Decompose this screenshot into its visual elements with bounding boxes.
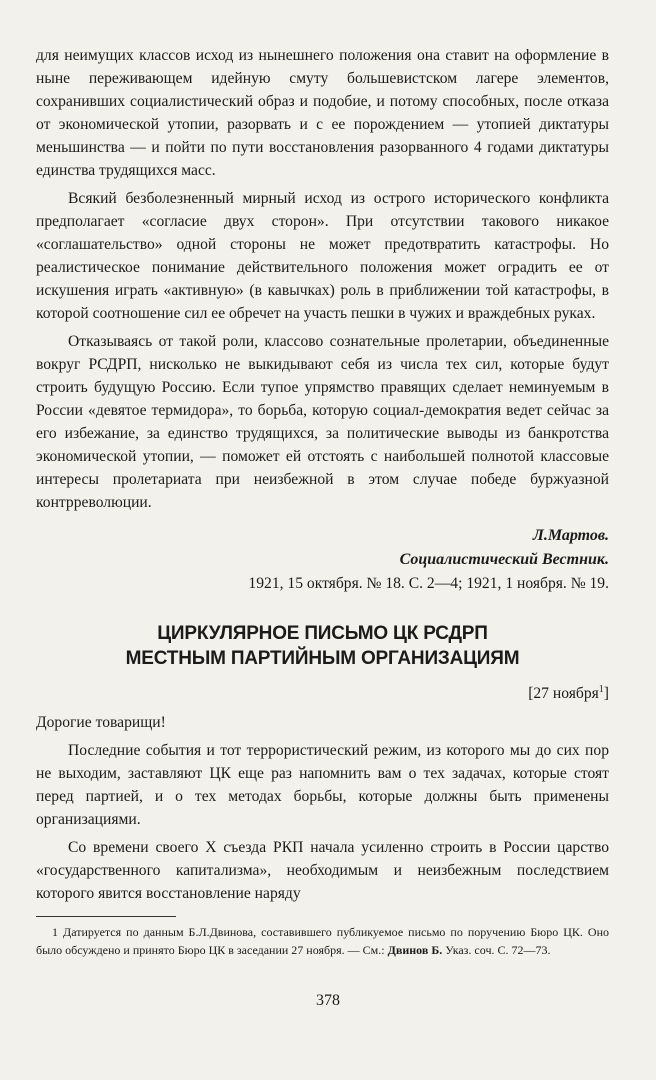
footnote-author-name: Двинов Б. [387,943,443,958]
paragraph-2: Всякий безболезненный мирный исход из острого исторического конфликта предполагает «согласие двух сторон». При отсутствии такового никакое «соглашательство» одной стороны не может предотвратить катастрофы. Но реалистическое понимание действительного положения может оградить ее от искушения играть «активную» (в кавычках) роль в приближении той катастрофы, в которой соотношение сил ее обречет на участь пешки в чужих и враждебных руках. [36,190,609,322]
signature-block [36,524,609,595]
paragraph-3: Отказываясь от такой роли, классово сознательные пролетарии, объединенные вокруг РСДРП, нисколько не выкидывают себя из числа тех сил, которые будут строить будущую Россию. Если тупое упрямство правящих сделает неминуемым в России «девятое термидора», то борьба, которую социал-демократия ведет сейчас за его избежание, за единство трудящихся, за политические выводы из банкротства экономической утопии, — поможет ей отстоять с наибольшей полнотой классовые интересы пролетариата при неизбежной в этом случае победе буржуазной контрреволюции. [36,333,609,511]
footnote-divider [36,916,176,917]
greeting: Дорогие товарищи! [36,714,166,732]
document-page [36,44,609,959]
footnote-text-after: Указ. соч. С. 72—73. [442,943,551,958]
heading-line-2: МЕСТНЫМ ПАРТИЙНЫМ ОРГАНИЗАЦИЯМ [125,648,520,669]
heading-line-1: ЦИРКУЛЯРНОЕ ПИСЬМО ЦК РСДРП [157,623,488,644]
letter-paragraph-2: Со времени своего X съезда РКП начала усиленно строить в России царство «государственного капитализма», необходимым и неизбежным последствием которого явится восстановление наряду [36,839,609,903]
date-note [36,678,609,705]
footnote-marker: 1 [598,684,604,695]
signature-author: Л.Мартов. [532,527,609,544]
date-text: [27 ноября [528,685,599,703]
page-number: 378 [316,992,340,1009]
paragraph-1: для неимущих классов исход из нынешнего положения она ставит на оформление в ныне переживающем идейную смуту большевистском лагере элементов, сохранивших социалистический образ и подобие, и потому способных, после отказа от экономической утопии, разорвать и с ее порождением — утопией диктатуры меньшинства — и пойти по пути восстановления разорванного 4 годами диктатуры единства трудящихся масс. [36,47,609,179]
date-close: ] [603,685,609,703]
signature-source: Социалистический Вестник. [399,551,609,568]
footnote [36,923,609,959]
letter-paragraph-1: Последние события и тот террористический режим, из которого мы до сих пор не выходим, заставляют ЦК еще раз напомнить вам о тех задачах, которые стоят перед партией, и о тех методах борьбы, которые должны быть применены организациями. [36,742,609,829]
signature-reference: 1921, 15 октября. № 18. С. 2—4; 1921, 1 ноября. № 19. [248,575,609,592]
footnote-text-before: 1 Датируется по данным Б.Л.Двинова, составившего публикуемое письмо по поручению Бюро ЦК. Оно было обсуждено и принято Бюро ЦК в заседании 27 ноября. — См.: [36,925,609,958]
section-heading [36,621,609,671]
